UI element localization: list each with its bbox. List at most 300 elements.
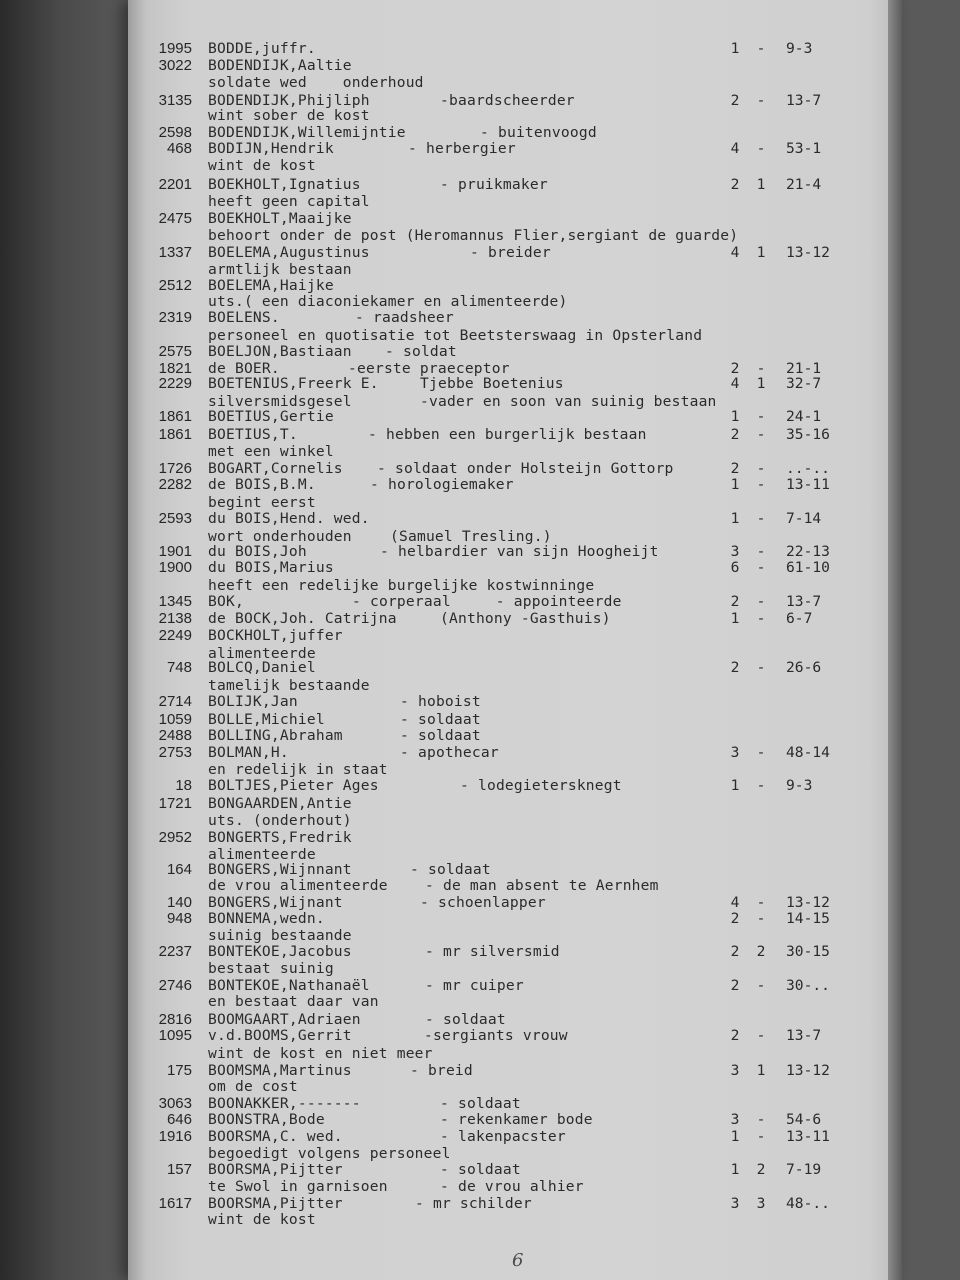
occupation-note: -baardscheerder <box>440 92 575 109</box>
register-row <box>0 977 960 994</box>
register-number: 2319 <box>158 309 192 326</box>
household-count: 2 <box>730 360 740 377</box>
register-number: 1337 <box>158 244 192 261</box>
person-name: BOELEMA,Haijke <box>208 277 334 294</box>
register-number: 175 <box>166 1062 192 1079</box>
person-name: de vrou alimenteerde <box>208 877 388 894</box>
tax-amount: 9-3 <box>786 777 813 794</box>
register-row <box>0 40 960 57</box>
servant-count: - <box>756 1111 766 1128</box>
servant-count: - <box>756 777 766 794</box>
person-name: BOLIJK,Jan <box>208 693 298 710</box>
register-row <box>0 577 960 594</box>
register-number: 1345 <box>158 593 192 610</box>
person-name: du BOIS,Marius <box>208 559 334 576</box>
occupation-note: (Samuel Tresling.) <box>390 528 552 545</box>
occupation-note: - soldaat <box>410 861 491 878</box>
household-count: 1 <box>730 1128 740 1145</box>
register-row <box>0 1078 960 1095</box>
person-name: wint sober de kost <box>208 107 370 124</box>
register-number: 2249 <box>158 627 192 644</box>
household-count: 4 <box>730 140 740 157</box>
register-row <box>0 812 960 829</box>
person-name: BODENDIJK,Phijliph <box>208 92 370 109</box>
register-row <box>0 761 960 778</box>
servant-count: 2 <box>756 943 766 960</box>
tax-amount: 54-6 <box>786 1111 822 1128</box>
servant-count: 1 <box>756 375 766 392</box>
register-row <box>0 261 960 278</box>
tax-amount: 48-.. <box>786 1195 830 1212</box>
tax-amount: 22-13 <box>786 543 830 560</box>
person-name: begoedigt volgens personeel <box>208 1145 451 1162</box>
tax-amount: 13-7 <box>786 1027 822 1044</box>
household-count: 3 <box>730 1062 740 1079</box>
person-name: BOEKHOLT,Maaijke <box>208 210 352 227</box>
household-count: 4 <box>730 375 740 392</box>
person-name: en redelijk in staat <box>208 761 388 778</box>
register-row <box>0 140 960 157</box>
occupation-note: - mr silversmid <box>425 943 560 960</box>
person-name: BOELENS. <box>208 309 280 326</box>
register-number: 2952 <box>158 829 192 846</box>
register-number: 3135 <box>158 92 192 109</box>
servant-count: - <box>756 40 766 57</box>
register-row <box>0 795 960 812</box>
person-name: alimenteerde <box>208 645 316 662</box>
household-count: 1 <box>730 40 740 57</box>
household-count: 1 <box>730 476 740 493</box>
person-name: BONTEKOE,Jacobus <box>208 943 352 960</box>
servant-count: - <box>756 610 766 627</box>
person-name: BONGAARDEN,Antie <box>208 795 352 812</box>
household-count: 2 <box>730 659 740 676</box>
household-count: 1 <box>730 610 740 627</box>
register-row <box>0 227 960 244</box>
register-number: 1916 <box>158 1128 192 1145</box>
person-name: wint de kost en niet meer <box>208 1045 433 1062</box>
person-name: BODENDIJK,Aaltie <box>208 57 352 74</box>
register-row <box>0 157 960 174</box>
servant-count: - <box>756 593 766 610</box>
servant-count: - <box>756 140 766 157</box>
person-name: BONGERS,Wijnnant <box>208 861 352 878</box>
person-name: BOLCQ,Daniel <box>208 659 316 676</box>
servant-count: - <box>756 1027 766 1044</box>
register-number: 1821 <box>158 360 192 377</box>
occupation-note: Tjebbe Boetenius <box>420 375 564 392</box>
tax-amount: 7-19 <box>786 1161 822 1178</box>
servant-count: - <box>756 543 766 560</box>
person-name: uts.( een diaconiekamer en alimenteerde) <box>208 293 568 310</box>
register-number: 18 <box>175 777 192 794</box>
register-row <box>0 1062 960 1079</box>
tax-amount: 13-12 <box>786 1062 830 1079</box>
register-row <box>0 343 960 360</box>
occupation-note: - raadsheer <box>355 309 454 326</box>
register-number: 948 <box>166 910 192 927</box>
household-count: 1 <box>730 510 740 527</box>
register-number: 1721 <box>158 795 192 812</box>
person-name: BOK, <box>208 593 244 610</box>
register-row <box>0 727 960 744</box>
register-row <box>0 443 960 460</box>
occupation-note: - lodegietersknegt <box>460 777 622 794</box>
occupation-note: - apothecar <box>400 744 499 761</box>
person-name: du BOIS,Hend. wed. <box>208 510 370 527</box>
register-row <box>0 74 960 91</box>
person-name: v.d.BOOMS,Gerrit <box>208 1027 352 1044</box>
person-name: te Swol in garnisoen <box>208 1178 388 1195</box>
register-row <box>0 1045 960 1062</box>
register-row <box>0 910 960 927</box>
register-row <box>0 244 960 261</box>
household-count: 2 <box>730 910 740 927</box>
household-count: 4 <box>730 244 740 261</box>
register-number: 748 <box>166 659 192 676</box>
register-row <box>0 659 960 676</box>
register-row <box>0 293 960 310</box>
person-name: BONTEKOE,Nathanaël <box>208 977 370 994</box>
person-name: suinig bestaande <box>208 927 352 944</box>
servant-count: - <box>756 510 766 527</box>
register-row <box>0 176 960 193</box>
servant-count: - <box>756 977 766 994</box>
servant-count: - <box>756 360 766 377</box>
person-name: BOLMAN,H. <box>208 744 289 761</box>
tax-amount: 32-7 <box>786 375 822 392</box>
register-row <box>0 777 960 794</box>
register-row <box>0 1095 960 1112</box>
servant-count: 2 <box>756 1161 766 1178</box>
person-name: BOOMGAART,Adriaen <box>208 1011 361 1028</box>
register-row <box>0 210 960 227</box>
occupation-note: - soldaat <box>400 711 481 728</box>
occupation-note: - soldaat <box>400 727 481 744</box>
register-row <box>0 460 960 477</box>
household-count: 1 <box>730 1161 740 1178</box>
person-name: uts. (onderhout) <box>208 812 352 829</box>
person-name: BONNEMA,wedn. <box>208 910 325 927</box>
register-row <box>0 543 960 560</box>
register-number: 140 <box>166 894 192 911</box>
register-number: 2138 <box>158 610 192 627</box>
person-name: BOEKHOLT,Ignatius <box>208 176 361 193</box>
person-name: tamelijk bestaande <box>208 677 370 694</box>
tax-amount: 24-1 <box>786 408 822 425</box>
register-row <box>0 1211 960 1228</box>
register-row <box>0 408 960 425</box>
household-count: 2 <box>730 92 740 109</box>
register-number: 2746 <box>158 977 192 994</box>
register-number: 2488 <box>158 727 192 744</box>
occupation-note: - soldat <box>385 343 457 360</box>
register-row <box>0 1011 960 1028</box>
person-name: BOORSMA,Pijtter <box>208 1161 343 1178</box>
person-name: wort onderhouden <box>208 528 352 545</box>
register-row <box>0 375 960 392</box>
household-count: 1 <box>730 777 740 794</box>
occupation-note: - corperaal - appointeerde <box>352 593 622 610</box>
occupation-note: - soldaat <box>440 1095 521 1112</box>
register-number: 2714 <box>158 693 192 710</box>
register-row <box>0 960 960 977</box>
register-number: 2598 <box>158 124 192 141</box>
register-row <box>0 744 960 761</box>
register-row <box>0 627 960 644</box>
servant-count: - <box>756 744 766 761</box>
tax-amount: 6-7 <box>786 610 813 627</box>
occupation-note: - buitenvoogd <box>480 124 597 141</box>
tax-amount: 30-.. <box>786 977 830 994</box>
person-name: BOETENIUS,Freerk E. <box>208 375 379 392</box>
household-count: 3 <box>730 543 740 560</box>
servant-count: 1 <box>756 176 766 193</box>
register-number: 1900 <box>158 559 192 576</box>
occupation-note: - lakenpacster <box>440 1128 566 1145</box>
person-name: BONGERS,Wijnant <box>208 894 343 911</box>
household-count: 6 <box>730 559 740 576</box>
register-number: 1617 <box>158 1195 192 1212</box>
register-row <box>0 494 960 511</box>
servant-count: - <box>756 92 766 109</box>
household-count: 2 <box>730 593 740 610</box>
person-name: BOETIUS,Gertie <box>208 408 334 425</box>
register-row <box>0 1027 960 1044</box>
servant-count: - <box>756 894 766 911</box>
register-row <box>0 711 960 728</box>
tax-amount: 7-14 <box>786 510 822 527</box>
register-number: 2593 <box>158 510 192 527</box>
register-number: 2237 <box>158 943 192 960</box>
servant-count: - <box>756 559 766 576</box>
register-number: 157 <box>166 1161 192 1178</box>
tax-amount: 35-16 <box>786 426 830 443</box>
person-name: BOORSMA,C. wed. <box>208 1128 343 1145</box>
person-name: alimenteerde <box>208 846 316 863</box>
register-row <box>0 426 960 443</box>
register-row <box>0 877 960 894</box>
register-row <box>0 277 960 294</box>
occupation-note: - de man absent te Aernhem <box>425 877 659 894</box>
register-row <box>0 1145 960 1162</box>
person-name: om de cost <box>208 1078 298 1095</box>
register-number: 1095 <box>158 1027 192 1044</box>
tax-amount: 26-6 <box>786 659 822 676</box>
occupation-note: -sergiants vrouw <box>424 1027 568 1044</box>
occupation-note: - soldaat <box>425 1011 506 1028</box>
household-count: 2 <box>730 176 740 193</box>
occupation-note: - breider <box>470 244 551 261</box>
household-count: 4 <box>730 894 740 911</box>
household-count: 2 <box>730 977 740 994</box>
register-number: 646 <box>166 1111 192 1128</box>
register-row <box>0 1128 960 1145</box>
servant-count: - <box>756 476 766 493</box>
register-row <box>0 829 960 846</box>
person-name: wint de kost <box>208 1211 316 1228</box>
person-name: BOETIUS,T. <box>208 426 298 443</box>
servant-count: - <box>756 1128 766 1145</box>
household-count: 1 <box>730 408 740 425</box>
register-number: 1059 <box>158 711 192 728</box>
household-count: 3 <box>730 1195 740 1212</box>
person-name: en bestaat daar van <box>208 993 379 1010</box>
occupation-note: - horologiemaker <box>370 476 514 493</box>
occupation-note: - de vrou alhier <box>440 1178 584 1195</box>
servant-count: 1 <box>756 1062 766 1079</box>
person-name: de BOER. <box>208 360 280 377</box>
occupation-note: - mr schilder <box>415 1195 532 1212</box>
person-name: de BOCK,Joh. Catrijna <box>208 610 397 627</box>
tax-amount: 13-12 <box>786 244 830 261</box>
servant-count: - <box>756 426 766 443</box>
tax-amount: 61-10 <box>786 559 830 576</box>
register-row <box>0 107 960 124</box>
register-number: 3022 <box>158 57 192 74</box>
person-name: BOLLING,Abraham <box>208 727 343 744</box>
occupation-note: - pruikmaker <box>440 176 548 193</box>
register-row <box>0 327 960 344</box>
register-number: 2201 <box>158 176 192 193</box>
register-row <box>0 993 960 1010</box>
occupation-note: - herbergier <box>408 140 516 157</box>
person-name: BONGERTS,Fredrik <box>208 829 352 846</box>
person-name: BOGART,Cornelis <box>208 460 343 477</box>
person-name: BODIJN,Hendrik <box>208 140 334 157</box>
person-name: BOLLE,Michiel <box>208 711 325 728</box>
register-number: 1861 <box>158 426 192 443</box>
occupation-note: (Anthony -Gasthuis) <box>440 610 611 627</box>
register-row <box>0 610 960 627</box>
register-row <box>0 476 960 493</box>
page-number: 6 <box>512 1250 524 1271</box>
person-name: heeft een redelijke burgelijke kostwinninge <box>208 577 595 594</box>
person-name: BOCKHOLT,juffer <box>208 627 343 644</box>
occupation-note: -eerste praeceptor <box>348 360 510 377</box>
household-count: 2 <box>730 426 740 443</box>
person-name: BOONAKKER,------- <box>208 1095 361 1112</box>
register-number: 1861 <box>158 408 192 425</box>
tax-amount: 30-15 <box>786 943 830 960</box>
register-row <box>0 861 960 878</box>
occupation-note: - hebben een burgerlijk bestaan <box>368 426 647 443</box>
person-name: armtlijk bestaan <box>208 261 352 278</box>
register-row <box>0 1111 960 1128</box>
register-row <box>0 1161 960 1178</box>
register-row <box>0 559 960 576</box>
tax-amount: 13-7 <box>786 92 822 109</box>
person-name: silversmidsgesel <box>208 393 352 410</box>
tax-amount: 13-12 <box>786 894 830 911</box>
tax-amount: 21-1 <box>786 360 822 377</box>
register-number: 2753 <box>158 744 192 761</box>
tax-amount: 21-4 <box>786 176 822 193</box>
occupation-note: - schoenlapper <box>420 894 546 911</box>
household-count: 2 <box>730 1027 740 1044</box>
register-number: 3063 <box>158 1095 192 1112</box>
servant-count: - <box>756 460 766 477</box>
register-number: 164 <box>166 861 192 878</box>
servant-count: 1 <box>756 244 766 261</box>
servant-count: - <box>756 659 766 676</box>
person-name: BODDE,juffr. <box>208 40 316 57</box>
occupation-note: -vader en soon van suinig bestaan <box>420 393 717 410</box>
tax-amount: 48-14 <box>786 744 830 761</box>
tax-amount: 13-11 <box>786 1128 830 1145</box>
tax-amount: 14-15 <box>786 910 830 927</box>
person-name: met een winkel <box>208 443 334 460</box>
register-row <box>0 1195 960 1212</box>
register-row <box>0 894 960 911</box>
register-row <box>0 510 960 527</box>
tax-amount: 9-3 <box>786 40 813 57</box>
person-name: behoort onder de post (Heromannus Flier,sergiant de guarde) <box>208 227 739 244</box>
servant-count: 3 <box>756 1195 766 1212</box>
person-name: BOELJON,Bastiaan <box>208 343 352 360</box>
occupation-note: - mr cuiper <box>425 977 524 994</box>
person-name: de BOIS,B.M. <box>208 476 316 493</box>
household-count: 3 <box>730 1111 740 1128</box>
register-row <box>0 693 960 710</box>
register-row <box>0 593 960 610</box>
person-name: heeft geen capital <box>208 193 370 210</box>
person-name: BOELEMA,Augustinus <box>208 244 370 261</box>
person-name: bestaat suinig <box>208 960 334 977</box>
register-number: 1726 <box>158 460 192 477</box>
register-number: 2575 <box>158 343 192 360</box>
register-row <box>0 309 960 326</box>
household-count: 3 <box>730 744 740 761</box>
person-name: BOLTJES,Pieter Ages <box>208 777 379 794</box>
person-name: soldate wed onderhoud <box>208 74 424 91</box>
register-number: 2816 <box>158 1011 192 1028</box>
register-row <box>0 124 960 141</box>
register-row <box>0 943 960 960</box>
register-row <box>0 927 960 944</box>
person-name: BOOMSMA,Martinus <box>208 1062 352 1079</box>
register-number: 468 <box>166 140 192 157</box>
tax-amount: 13-11 <box>786 476 830 493</box>
servant-count: - <box>756 408 766 425</box>
tax-amount: 53-1 <box>786 140 822 157</box>
person-name: personeel en quotisatie tot Beetsterswaag in Opsterland <box>208 327 703 344</box>
register-number: 2512 <box>158 277 192 294</box>
register-row <box>0 1178 960 1195</box>
occupation-note: - breid <box>410 1062 473 1079</box>
person-name: du BOIS,Joh <box>208 543 307 560</box>
person-name: wint de kost <box>208 157 316 174</box>
occupation-note: - soldaat onder Holsteijn Gottorp <box>377 460 674 477</box>
occupation-note: - soldaat <box>440 1161 521 1178</box>
person-name: begint eerst <box>208 494 316 511</box>
servant-count: - <box>756 910 766 927</box>
register-row <box>0 57 960 74</box>
occupation-note: - hoboist <box>400 693 481 710</box>
person-name: BOORSMA,Pijtter <box>208 1195 343 1212</box>
register-row <box>0 193 960 210</box>
register-number: 2475 <box>158 210 192 227</box>
register-number: 1901 <box>158 543 192 560</box>
person-name: BOONSTRA,Bode <box>208 1111 325 1128</box>
household-count: 2 <box>730 943 740 960</box>
household-count: 2 <box>730 460 740 477</box>
person-name: BODENDIJK,Willemijntie <box>208 124 406 141</box>
occupation-note: - helbardier van sijn Hoogheijt <box>380 543 659 560</box>
occupation-note: - rekenkamer bode <box>440 1111 593 1128</box>
register-number: 2282 <box>158 476 192 493</box>
register-row <box>0 677 960 694</box>
